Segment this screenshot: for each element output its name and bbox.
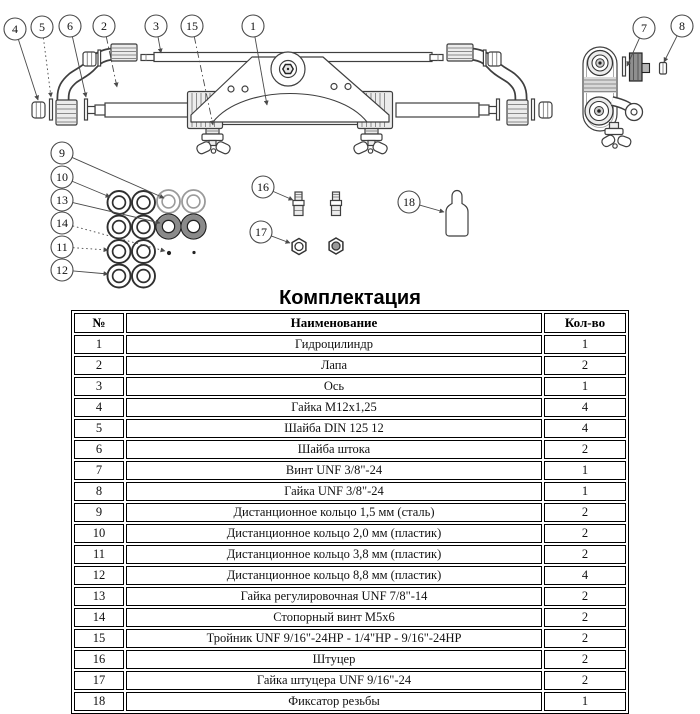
item-name: Штуцер <box>126 650 542 669</box>
callout-number-16: 16 <box>257 180 269 194</box>
row-number: 4 <box>74 398 124 417</box>
item-name: Дистанционное кольцо 2,0 мм (пластик) <box>126 524 542 543</box>
callout-number-9: 9 <box>59 146 65 160</box>
item-qty: 2 <box>544 524 626 543</box>
item-qty: 2 <box>544 545 626 564</box>
row-number: 15 <box>74 629 124 648</box>
callout-leader-18 <box>420 205 444 212</box>
threadlocker-bottle <box>446 191 468 237</box>
row-number: 7 <box>74 461 124 480</box>
row-number: 11 <box>74 545 124 564</box>
row-number: 18 <box>74 692 124 711</box>
table-row <box>74 587 626 606</box>
item-qty: 1 <box>544 692 626 711</box>
row-number: 6 <box>74 440 124 459</box>
row-number: 16 <box>74 650 124 669</box>
callout-number-17: 17 <box>255 225 267 239</box>
callout-leader-12 <box>73 271 108 274</box>
item-name: Гайка штуцера UNF 9/16"-24 <box>126 671 542 690</box>
table-row <box>74 503 626 522</box>
item-name: Шайба DIN 125 12 <box>126 419 542 438</box>
callout-number-14: 14 <box>56 216 68 230</box>
col-header-number: № <box>74 313 124 333</box>
item-name: Дистанционное кольцо 1,5 мм (сталь) <box>126 503 542 522</box>
callout-number-1: 1 <box>250 19 256 33</box>
callout-number-12: 12 <box>56 263 68 277</box>
callout-number-15: 15 <box>186 19 198 33</box>
callout-leader-4 <box>18 39 38 100</box>
col-header-name: Наименование <box>126 313 542 333</box>
col-header-qty: Кол-во <box>544 313 626 333</box>
row-number: 8 <box>74 482 124 501</box>
item-qty: 4 <box>544 419 626 438</box>
page-title: Комплектация <box>279 287 421 309</box>
set-screw-dot <box>167 251 171 255</box>
callout-leader-11 <box>73 248 108 250</box>
row-number: 13 <box>74 587 124 606</box>
set-screw-dot <box>192 251 195 254</box>
item-name: Тройник UNF 9/16"-24НР - 1/4"НР - 9/16"-24НР <box>126 629 542 648</box>
mounting-bracket <box>191 52 389 122</box>
table-row <box>74 482 626 501</box>
table-row <box>74 650 626 669</box>
table-row <box>74 566 626 585</box>
item-name: Гайка регулировочная UNF 7/8"-14 <box>126 587 542 606</box>
callout-number-5: 5 <box>39 20 45 34</box>
callout-number-13: 13 <box>56 193 68 207</box>
item-qty: 2 <box>544 356 626 375</box>
callout-number-4: 4 <box>12 22 18 36</box>
table-row <box>74 692 626 711</box>
table-row <box>74 461 626 480</box>
item-qty: 1 <box>544 461 626 480</box>
item-qty: 2 <box>544 650 626 669</box>
row-number: 9 <box>74 503 124 522</box>
callout-number-2: 2 <box>101 19 107 33</box>
table-row <box>74 524 626 543</box>
item-qty: 2 <box>544 608 626 627</box>
item-name: Дистанционное кольцо 3,8 мм (пластик) <box>126 545 542 564</box>
table-row <box>74 419 626 438</box>
item-name: Дистанционное кольцо 8,8 мм (пластик) <box>126 566 542 585</box>
callout-leader-5 <box>43 38 51 97</box>
table-row <box>74 377 626 396</box>
fitting-nuts <box>292 238 343 255</box>
callout-leader-3 <box>158 37 161 53</box>
table-row <box>74 440 626 459</box>
kit-table <box>71 310 629 714</box>
item-qty: 2 <box>544 440 626 459</box>
table-row <box>74 545 626 564</box>
row-number: 3 <box>74 377 124 396</box>
row-number: 17 <box>74 671 124 690</box>
item-qty: 4 <box>544 566 626 585</box>
item-qty: 2 <box>544 629 626 648</box>
item-name: Стопорный винт М5х6 <box>126 608 542 627</box>
item-qty: 1 <box>544 335 626 354</box>
item-qty: 1 <box>544 377 626 396</box>
item-name: Гайка UNF 3/8"-24 <box>126 482 542 501</box>
item-name: Фиксатор резьбы <box>126 692 542 711</box>
table-row <box>74 335 626 354</box>
table-row <box>74 398 626 417</box>
item-qty: 4 <box>544 398 626 417</box>
callout-leader-8 <box>664 36 677 62</box>
item-name: Шайба штока <box>126 440 542 459</box>
pivot-screw <box>623 53 650 81</box>
link-arm-detail <box>583 47 667 148</box>
callout-number-6: 6 <box>67 19 73 33</box>
callout-number-18: 18 <box>403 195 415 209</box>
item-qty: 2 <box>544 503 626 522</box>
pivot-nut <box>660 63 667 75</box>
link-boss-bottom <box>585 97 613 125</box>
callout-number-11: 11 <box>56 240 68 254</box>
link-boss-top <box>588 51 613 76</box>
callout-leader-10 <box>72 181 110 197</box>
row-number: 2 <box>74 356 124 375</box>
callout-leader-17 <box>271 236 290 243</box>
table-row <box>74 356 626 375</box>
hose-fittings <box>293 192 342 216</box>
row-number: 10 <box>74 524 124 543</box>
callout-leader-16 <box>273 191 293 200</box>
adjusting-nuts <box>156 214 206 239</box>
callout-number-7: 7 <box>641 21 647 35</box>
item-qty: 1 <box>544 482 626 501</box>
callout-number-3: 3 <box>153 19 159 33</box>
item-qty: 2 <box>544 587 626 606</box>
row-number: 14 <box>74 608 124 627</box>
callout-number-8: 8 <box>679 19 685 33</box>
item-qty: 2 <box>544 671 626 690</box>
bracket-hub <box>271 52 305 86</box>
spacer-rings-grid <box>108 190 207 288</box>
table-row <box>74 671 626 690</box>
kit-table-body <box>74 335 626 711</box>
row-number: 12 <box>74 566 124 585</box>
kit-table-header <box>74 313 626 333</box>
callout-number-10: 10 <box>56 170 68 184</box>
item-name: Ось <box>126 377 542 396</box>
table-row <box>74 629 626 648</box>
item-name: Лапа <box>126 356 542 375</box>
table-row <box>74 608 626 627</box>
row-number: 1 <box>74 335 124 354</box>
assembly-diagram <box>0 0 700 288</box>
row-number: 5 <box>74 419 124 438</box>
item-name: Гайка М12х1,25 <box>126 398 542 417</box>
item-name: Гидроцилиндр <box>126 335 542 354</box>
item-name: Винт UNF 3/8"-24 <box>126 461 542 480</box>
